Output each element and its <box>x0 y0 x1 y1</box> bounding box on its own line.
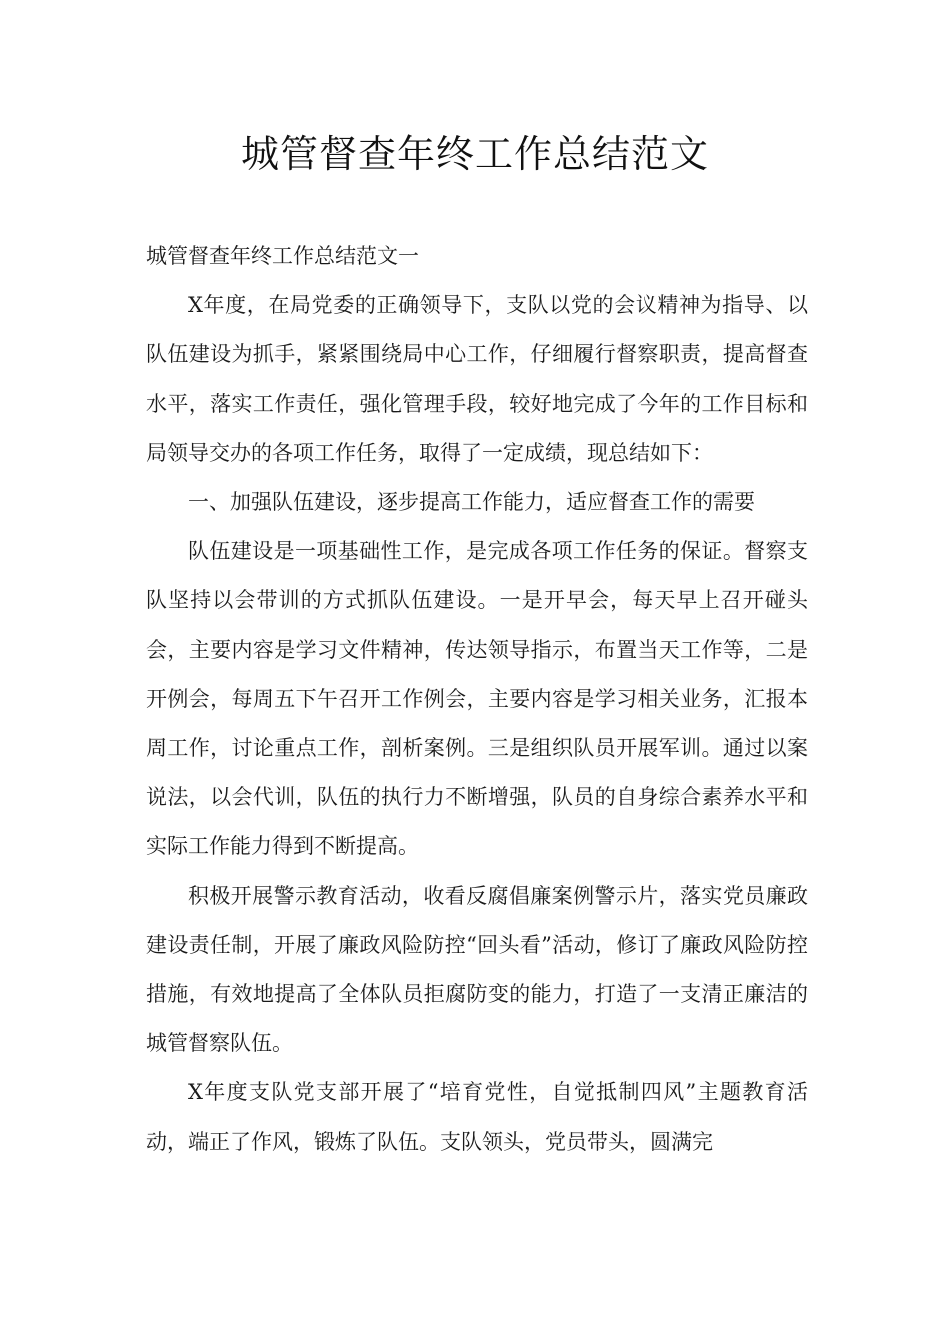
paragraph-warning-education: 积极开展警示教育活动，收看反腐倡廉案例警示片，落实党员廉政建设责任制，开展了廉政风险防控“回头看”活动，修订了廉政风险防控措施，有效地提高了全体队员拒腐防变的能力，打造了一支清正廉洁的城管督察队伍。 <box>146 883 808 1056</box>
section-heading: 一、加强队伍建设，逐步提高工作能力，适应督查工作的需要 <box>188 490 755 515</box>
document-body <box>146 232 808 1167</box>
paragraph-intro: X年度，在局党委的正确领导下，支队以党的会议精神为指导、以队伍建设为抓手，紧紧围绕局中心工作，仔细履行督察职责，提高督查水平，落实工作责任，强化管理手段，较好地完成了今年的工作目标和局领导交办的各项工作任务，取得了一定成绩，现总结如下： <box>146 293 808 465</box>
document-title: 城管督查年终工作总结范文 <box>240 132 709 176</box>
paragraph-party-branch: X年度支队党支部开展了“培育党性，自觉抵制四风”主题教育活动，端正了作风，锻炼了队伍。支队领头，党员带头，圆满完 <box>146 1080 808 1154</box>
document-subtitle: 城管督查年终工作总结范文一 <box>146 244 419 268</box>
paragraph-team-building: 队伍建设是一项基础性工作，是完成各项工作任务的保证。督察支队坚持以会带训的方式抓队伍建设。一是开早会，每天早上召开碰头会，主要内容是学习文件精神，传达领导指示，布置当天工作等，二是开例会，每周五下午召开工作例会，主要内容是学习相关业务，汇报本周工作，讨论重点工作，剖析案例。三是组织队员开展军训。通过以案说法，以会代训，队伍的执行力不断增强，队员的自身综合素养水平和实际工作能力得到不断提高。 <box>146 539 808 859</box>
